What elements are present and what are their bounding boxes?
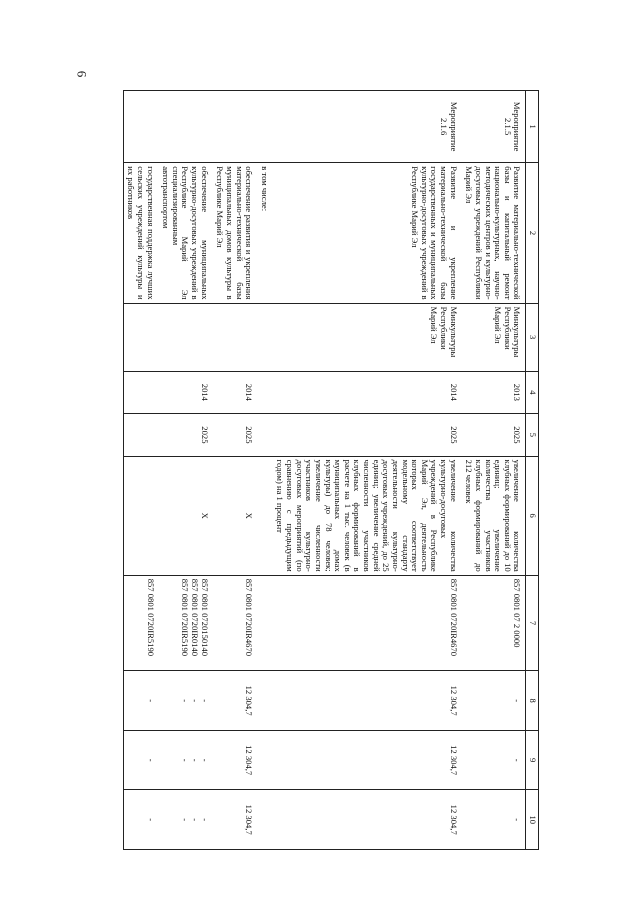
cell-end-year — [257, 414, 273, 457]
cell-name: Развитие и укрепление материально-технической базы государственных и муниципальных культурно-досуговых учреждений в Республике Марий Эл — [273, 163, 462, 303]
header-cell: 1 — [526, 91, 539, 163]
cell-event-id — [123, 91, 158, 163]
cell-value-8: 12 304,7 — [273, 671, 462, 731]
cell-value-9: - - - — [159, 730, 213, 790]
cell-event-id — [213, 91, 258, 163]
cell-start-year — [257, 371, 273, 414]
program-table — [123, 90, 539, 850]
cell-value-9: - — [123, 730, 158, 790]
cell-executor: Минкультуры Республики Марий Эл — [273, 303, 462, 371]
cell-start-year — [123, 371, 158, 414]
header-cell: 7 — [526, 575, 539, 671]
cell-code: 857 0801 0720150140 857 0801 0720IR0140 857 0801 0720IR5190 — [159, 575, 213, 671]
cell-result — [257, 456, 273, 575]
cell-executor: Минкультуры Республики Марий Эл — [462, 303, 526, 371]
header-cell: 6 — [526, 456, 539, 575]
table-row — [123, 91, 158, 850]
header-cell: 8 — [526, 671, 539, 731]
cell-result: Х — [159, 456, 213, 575]
rotated-table-canvas — [126, 90, 539, 850]
cell-value-9: 12 304,7 — [213, 730, 258, 790]
cell-end-year — [123, 414, 158, 457]
header-cell: 9 — [526, 730, 539, 790]
header-cell: 4 — [526, 371, 539, 414]
table-row — [159, 91, 213, 850]
cell-value-10: - — [123, 790, 158, 850]
cell-event-id: Мероприятие 2.1.6 — [273, 91, 462, 163]
cell-end-year: 2025 — [462, 414, 526, 457]
cell-event-id — [159, 91, 213, 163]
cell-value-10: 12 304,7 — [273, 790, 462, 850]
cell-executor — [257, 303, 273, 371]
cell-value-10: 12 304,7 — [213, 790, 258, 850]
cell-executor — [123, 303, 158, 371]
cell-code: 857 0801 0720IR5190 — [123, 575, 158, 671]
cell-start-year: 2014 — [213, 371, 258, 414]
cell-name: государственная поддержка лучших сельских учреждений культуры и их работников — [123, 163, 158, 303]
header-cell: 5 — [526, 414, 539, 457]
page-number: 6 — [74, 70, 90, 78]
cell-name: Развитие материально-технической базы и капитальный ремонт национально-культурных, научно-методических центров и культурно-досуговых учреждений Республики Марий Эл — [462, 163, 526, 303]
cell-executor — [159, 303, 213, 371]
table-row — [213, 91, 258, 850]
cell-result: увеличение количества клубных формирований до 10 единиц; увеличение количества участников клубных формирований до 212 человек — [462, 456, 526, 575]
cell-value-9: - — [462, 730, 526, 790]
cell-start-year: 2014 — [273, 371, 462, 414]
cell-code — [257, 575, 273, 671]
cell-value-8: - — [462, 671, 526, 731]
cell-end-year: 2025 — [273, 414, 462, 457]
cell-name: в том числе: — [257, 163, 273, 303]
cell-value-8: 12 304,7 — [213, 671, 258, 731]
cell-value-9: 12 304,7 — [273, 730, 462, 790]
cell-value-10: - - - — [159, 790, 213, 850]
cell-event-id — [257, 91, 273, 163]
cell-result: Х — [213, 456, 258, 575]
table-row — [257, 91, 273, 850]
cell-value-10 — [257, 790, 273, 850]
cell-name: обеспечение развития и укрепления материально-технической базы муниципальных домов культуры в Республике Марий Эл — [213, 163, 258, 303]
cell-start-year: 2013 — [462, 371, 526, 414]
cell-code: 857 0801 0720IR4670 — [273, 575, 462, 671]
cell-end-year: 2025 — [213, 414, 258, 457]
cell-value-9 — [257, 730, 273, 790]
table-header-row — [526, 91, 539, 850]
header-cell: 10 — [526, 790, 539, 850]
cell-executor — [213, 303, 258, 371]
cell-code: 857 0801 07 2 0000 — [462, 575, 526, 671]
cell-start-year: 2014 — [159, 371, 213, 414]
header-cell: 3 — [526, 303, 539, 371]
cell-value-8 — [257, 671, 273, 731]
cell-name: обеспечение муниципальных культурно-досуговых учреждений в Республике Марий Эл специализированным автотранспортом — [159, 163, 213, 303]
header-cell: 2 — [526, 163, 539, 303]
table-row — [273, 91, 462, 850]
table-row — [462, 91, 526, 850]
cell-event-id: Мероприятие 2.1.5 — [462, 91, 526, 163]
cell-value-8: - — [123, 671, 158, 731]
cell-value-8: - - - — [159, 671, 213, 731]
cell-code: 857 0801 0720IR4670 — [213, 575, 258, 671]
cell-value-10: - — [462, 790, 526, 850]
cell-end-year: 2025 — [159, 414, 213, 457]
cell-result — [123, 456, 158, 575]
cell-result: увеличение количества культурно-досуговых учреждений в Республике Марий Эл, деятельность которых соответствует модельному стандарту деятельности культурно-досуговых учреждений, до 25 единиц; увеличение средней численности участников клубных формирований в расчете на 1 тыс. человек (в муниципальных домах культуры) до 78 человек; увеличение численности участников культурно-досуговых мероприятий (по сравнению с предыдущим годом) на 1 процент — [273, 456, 462, 575]
